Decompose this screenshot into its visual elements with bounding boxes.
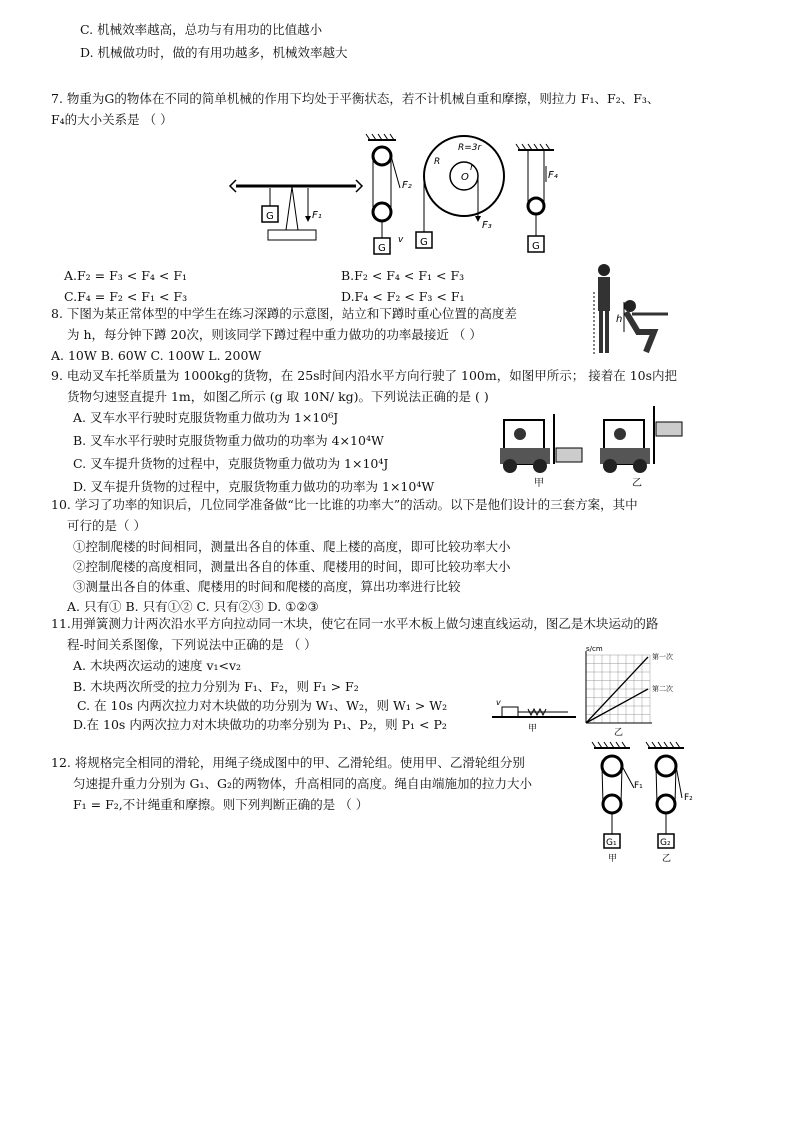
q11-option-a: A. 木块两次运动的速度 v₁<v₂ <box>73 658 242 673</box>
f2-label: F₂ <box>402 180 412 191</box>
q10-item-1: ①控制爬楼的时间相同，测量出各自的体重、爬上楼的高度，即可比较功率大小 <box>73 539 511 554</box>
axle-o-label: O <box>461 172 469 183</box>
q11-caption-jia: 甲 <box>528 724 538 734</box>
q8-stem: 8. 下图为某正常体型的中学生在练习深蹲的示意图，站立和下蹲时重心位置的高度差 <box>51 306 517 321</box>
q9-stem-cont: 货物匀速竖直提升 1m，如图乙所示 (g 取 10N/ kg)。下列说法正确的是 ( ) <box>67 389 489 404</box>
axle-ratio-label: R=3r <box>458 143 482 153</box>
q10-stem-cont: 可行的是（ ） <box>67 518 146 533</box>
q7-stem-cont: F₄的大小关系是 （ ） <box>51 112 173 127</box>
q12-pulley-figure <box>580 740 700 866</box>
q7-option-b: B.F₂ < F₄ < F₁ < F₃ <box>341 268 465 283</box>
q11-option-b: B. 木块两次所受的拉力分别为 F₁、F₂，则 F₁ > F₂ <box>73 679 359 694</box>
q7-option-a: A.F₂ = F₃ < F₄ < F₁ <box>64 268 187 283</box>
q11-figure <box>488 645 688 737</box>
q7-machines-figure <box>228 130 578 262</box>
q6-option-d: D. 机械做功时，做的有用功越多，机械效率越大 <box>80 45 348 60</box>
lever-diagram <box>230 180 362 240</box>
pulley-group-yi <box>646 742 693 864</box>
st-graph <box>586 645 673 737</box>
forklift-caption-jia: 甲 <box>534 478 544 489</box>
q12-stem-cont: 匀速提升重力分别为 G₁、G₂的两物体，升高相同的高度。绳自由端施加的拉力大小 <box>73 776 532 791</box>
f3-label: F₃ <box>482 220 492 231</box>
axle-weight-label: G <box>420 237 428 248</box>
pulley-group-jia <box>592 742 643 864</box>
q10-item-2: ②控制爬楼的高度相同，测量出各自的体重、爬楼用的时间，即可比较功率大小 <box>73 559 511 574</box>
squat-h-label: h <box>616 314 623 325</box>
q12-g1-label: G₁ <box>606 838 617 848</box>
q7-stem: 7. 物重为G的物体在不同的简单机械的作用下均处于平衡状态，若不计机械自重和摩擦，则拉力 F₁、F₂、F₃、 <box>51 91 660 106</box>
q6-option-c: C. 机械效率越高，总功与有用功的比值越小 <box>80 22 323 37</box>
q12-stem-cont-2: F₁ = F₂,不计绳重和摩擦。则下列判断正确的是 （ ） <box>73 797 369 812</box>
q10-stem: 10. 学习了功率的知识后，几位同学准备做“比一比谁的功率大”的活动。以下是他们设计的三套方案，其中 <box>51 497 638 512</box>
q9-stem: 9. 电动叉车托举质量为 1000kg的货物，在 25s时间内沿水平方向行驶了 100m，如图甲所示； 接着在 10s内把 <box>51 368 678 383</box>
axle-r-small-label: r <box>470 163 474 173</box>
f4-weight-label: G <box>532 241 540 252</box>
q12-f2-label: F₂ <box>684 793 693 803</box>
block-v-label: v <box>496 698 501 707</box>
graph-y-label: s/cm <box>586 645 603 653</box>
q8-options: A. 10W B. 60W C. 100W L. 200W <box>51 348 262 363</box>
f2-weight-label: G <box>378 243 386 254</box>
q12-g2-label: G₂ <box>660 838 671 848</box>
q12-stem: 12. 将规格完全相同的滑轮，用绳子绕成图中的甲、乙滑轮组。使用甲、乙滑轮组分别 <box>51 755 525 770</box>
f4-label: F₄ <box>548 170 558 181</box>
lever-force-label: F₁ <box>312 210 322 221</box>
q11-option-c: C. 在 10s 内两次拉力对木块做的功分别为 W₁、W₂，则 W₁ > W₂ <box>77 698 448 713</box>
graph-second-label: 第二次 <box>652 685 673 693</box>
q9-option-d: D. 叉车提升货物的过程中，克服货物重力做功的功率为 1×10⁴W <box>73 479 435 494</box>
squat-figure <box>592 262 674 360</box>
pulley-system-f4 <box>516 144 558 252</box>
q11-caption-yi: 乙 <box>614 728 624 737</box>
forklift-figure <box>494 400 694 490</box>
f2-v-label: v <box>398 235 404 245</box>
lever-weight-label: G <box>266 211 274 222</box>
axle-r-big-label: R <box>434 157 441 167</box>
q12-caption-jia: 甲 <box>608 854 618 864</box>
spring-scale-setup <box>492 698 576 734</box>
graph-first-label: 第一次 <box>652 653 673 661</box>
forklift-yi <box>600 406 682 489</box>
q9-option-b: B. 叉车水平行驶时克服货物重力做功的功率为 4×10⁴W <box>73 433 384 448</box>
q12-f1-label: F₁ <box>634 781 643 791</box>
q11-stem-cont: 程-时间关系图像，下列说法中正确的是 （ ） <box>67 637 317 652</box>
q9-option-a: A. 叉车水平行驶时克服货物重力做功为 1×10⁶J <box>73 410 339 425</box>
wheel-axle-f3 <box>416 136 504 248</box>
q11-option-d: D.在 10s 内两次拉力对木块做功的功率分别为 P₁、P₂，则 P₁ < P₂ <box>73 717 447 732</box>
forklift-jia <box>500 414 582 489</box>
q9-option-c: C. 叉车提升货物的过程中，克服货物重力做功为 1×10⁴J <box>73 456 389 471</box>
q10-options: A. 只有① B. 只有①② C. 只有②③ D. ①②③ <box>67 599 319 614</box>
q7-option-c: C.F₄ = F₂ < F₁ < F₃ <box>64 289 188 304</box>
q10-item-3: ③测量出各自的体重、爬楼用的时间和爬楼的高度，算出功率进行比较 <box>73 579 461 594</box>
q12-caption-yi: 乙 <box>662 854 672 864</box>
forklift-caption-yi: 乙 <box>632 478 642 489</box>
q8-stem-cont: 为 h，每分钟下蹲 20次，则该同学下蹲过程中重力做功的功率最接近 （ ） <box>67 327 482 342</box>
q11-stem: 11.用弹簧测力计两次沿水平方向拉动同一木块，使它在同一水平木板上做匀速直线运动，图乙是木块运动的路 <box>51 616 659 631</box>
pulley-system-f2 <box>366 134 412 254</box>
q7-option-d: D.F₄ < F₂ < F₃ < F₁ <box>341 289 465 304</box>
